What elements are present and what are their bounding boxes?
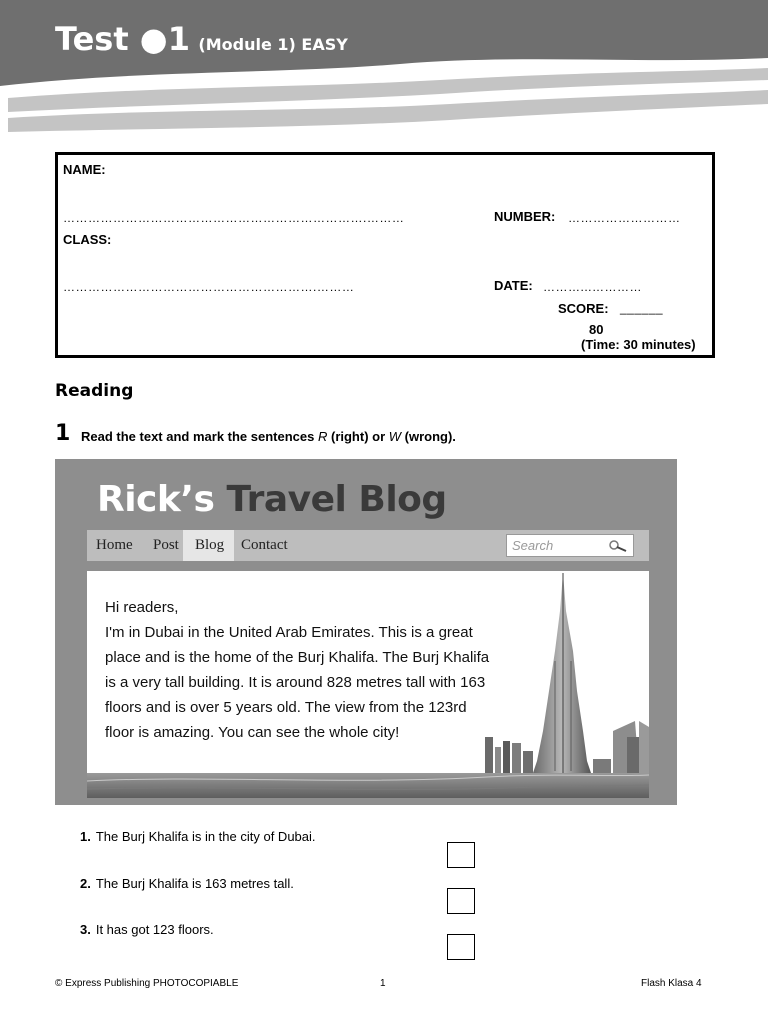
test-title bbox=[55, 20, 348, 58]
class-field[interactable]: …………………………………………………….……… bbox=[63, 280, 355, 294]
answer-checkbox-1[interactable] bbox=[447, 842, 475, 868]
blog-line: place and is the home of the Burj Khalifa. The Burj Khalifa bbox=[105, 649, 490, 666]
footer-copyright: © Express Publishing PHOTOCOPIABLE bbox=[55, 978, 239, 989]
blog-line: floor is amazing. You can see the whole city! bbox=[105, 724, 400, 741]
blog-line: Hi readers, bbox=[105, 599, 179, 616]
blog-post-text bbox=[105, 595, 525, 745]
student-info-box bbox=[55, 152, 715, 358]
question-3 bbox=[80, 922, 214, 937]
question-number: 1. bbox=[80, 829, 91, 844]
question-number: 2. bbox=[80, 876, 91, 891]
question-text: It has got 123 floors. bbox=[95, 922, 214, 937]
date-field[interactable]: ………...………… bbox=[543, 280, 643, 294]
instruction-part: Read the text and mark the sentences bbox=[81, 429, 318, 444]
class-label: CLASS: bbox=[63, 232, 112, 247]
question-1 bbox=[80, 829, 316, 844]
nav-item-home[interactable]: Home bbox=[96, 537, 133, 553]
exercise-instruction bbox=[81, 429, 456, 444]
score-field[interactable]: ______ bbox=[620, 301, 664, 315]
instruction-r: R bbox=[317, 429, 328, 444]
blog-line: is a very tall building. It is around 828 metres tall with 163 bbox=[105, 674, 486, 691]
exercise-number: 1 bbox=[55, 421, 71, 446]
instruction-w: W bbox=[388, 429, 402, 444]
time-limit: (Time: 30 minutes) bbox=[581, 337, 696, 352]
blog-post-content bbox=[87, 571, 649, 798]
blog-search-input[interactable] bbox=[506, 534, 634, 557]
instruction-part: (right) or bbox=[327, 429, 389, 444]
blog-line: floors and is over 5 years old. The view from the 123rd bbox=[105, 699, 467, 716]
name-label: NAME: bbox=[63, 162, 106, 177]
date-label: DATE: bbox=[494, 278, 533, 293]
footer-page-number: 1 bbox=[380, 978, 386, 989]
test-title-sub: (Module 1) EASY bbox=[198, 35, 348, 54]
search-icon bbox=[608, 539, 628, 553]
instruction-part: (wrong). bbox=[401, 429, 456, 444]
number-field[interactable]: ……………………… bbox=[568, 211, 681, 225]
blog-title-owner: Rick’s bbox=[97, 479, 215, 520]
footer-series: Flash Klasa 4 bbox=[641, 978, 702, 989]
blog-title-name: Travel Blog bbox=[226, 479, 447, 520]
nav-item-post[interactable]: Post bbox=[153, 537, 179, 553]
test-title-main: Test ●1 bbox=[55, 20, 190, 58]
answer-checkbox-2[interactable] bbox=[447, 888, 475, 914]
blog-nav-bar bbox=[87, 530, 649, 561]
question-2 bbox=[80, 876, 294, 891]
question-text: The Burj Khalifa is in the city of Dubai. bbox=[95, 829, 316, 844]
section-title-reading: Reading bbox=[55, 381, 134, 401]
question-text: The Burj Khalifa is 163 metres tall. bbox=[95, 876, 294, 891]
search-placeholder: Search bbox=[512, 538, 554, 553]
blog-line: I'm in Dubai in the United Arab Emirates. This is a great bbox=[105, 624, 473, 641]
travel-blog-panel bbox=[55, 459, 677, 805]
question-number: 3. bbox=[80, 922, 91, 937]
nav-item-blog[interactable]: Blog bbox=[183, 530, 234, 561]
header-banner bbox=[0, 0, 768, 140]
name-field[interactable]: ……………………………………………………………….……… bbox=[63, 211, 405, 225]
score-total: 80 bbox=[589, 322, 604, 337]
nav-item-contact[interactable]: Contact bbox=[241, 537, 288, 553]
number-label: NUMBER: bbox=[494, 209, 556, 224]
blog-title bbox=[97, 479, 447, 520]
score-label: SCORE: bbox=[558, 301, 609, 316]
answer-checkbox-3[interactable] bbox=[447, 934, 475, 960]
